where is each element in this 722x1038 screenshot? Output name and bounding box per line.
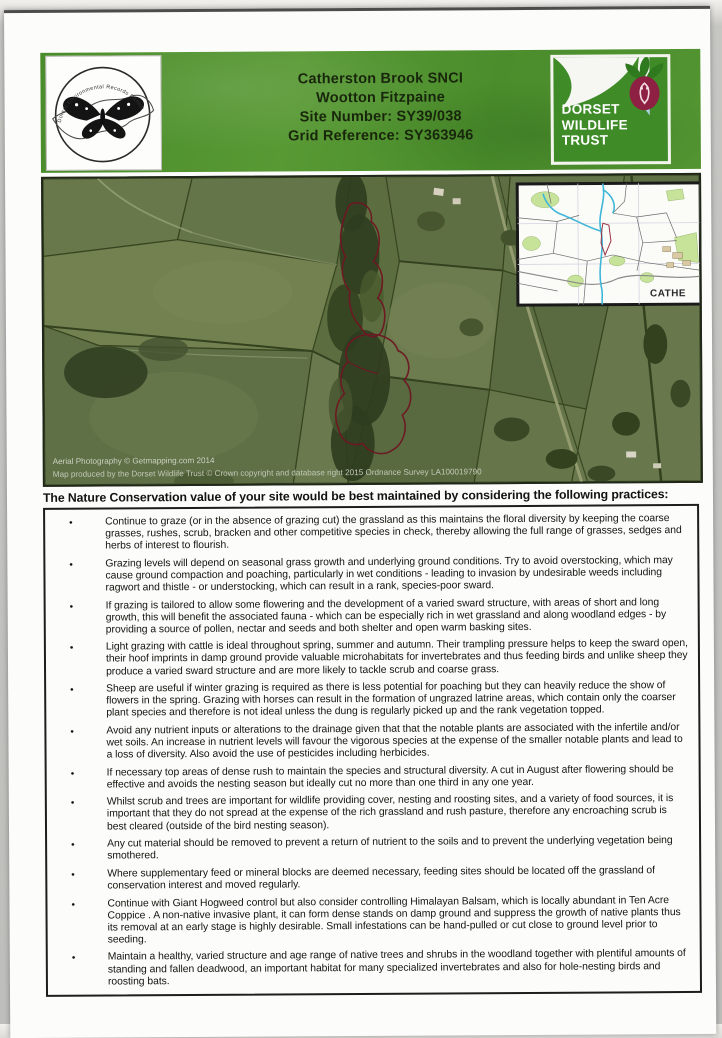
practice-text: Grazing levels will depend on seasonal grass growth and underlying ground conditions. Try to avoid overstocking, which may cause ground compaction and poaching, particularly in wet conditions - leading to invasion by undesirable weeds including ragwort and thistle - or understocking, which can result in a rank, species-poor sward.	[105, 554, 673, 594]
practice-text: If grazing is tailored to allow some flowering and the development of a varied sward structure, with areas of short and long growth, this will benefit the associated fauna - which can be especially rich in wet grassland and along woodland edges - by providing a source of pollen, nectar and seeds and both shelter and open warm basking sites.	[105, 596, 667, 636]
page-content	[40, 49, 708, 997]
site-header	[40, 49, 701, 173]
practice-item	[46, 596, 698, 636]
aerial-photo-credit: Aerial Photography © Getmapping.com 2014	[52, 456, 215, 467]
practice-text: Light grazing with cattle is ideal throughout spring, summer and autumn. Their trampling pressure helps to keep the sward open, their hoof imprints in damp ground provide valuable microhabitats for invertebrates and thus feeding birds and unlike sheep they produce a varied sward structure and are more likely to tackle scrub and coarse grass.	[105, 638, 688, 678]
practice-item	[48, 948, 700, 988]
practices-heading: The Nature Conservation value of your site would be best maintained by considering the following practices:	[42, 487, 669, 505]
derc-logo-text: Dorset Environmental Records Centre	[56, 84, 146, 124]
practice-text: Any cut material should be removed to prevent a return of nutrient to the soils and to prevent the underlying vegetation being smothered.	[107, 835, 673, 862]
dwt-word-wildlife: WILDLIFE	[561, 116, 628, 133]
bullet-icon: •	[70, 768, 75, 780]
inset-place-label: CATHE	[650, 288, 687, 300]
bullet-icon: •	[71, 899, 76, 911]
practice-text: Avoid any nutrient inputs or alterations to the drainage given that that the notable plants are associated with the infertile and/or wet soils. An increase in nutrient levels will favour the vigorous species at the expense of the smaller notable plants and lead to a loss of diversity. Also avoid the use of pesticides including herbicides.	[106, 721, 683, 761]
practice-item	[46, 722, 698, 762]
aerial-photo	[41, 173, 703, 487]
bullet-icon: •	[70, 798, 75, 810]
bullet-icon: •	[69, 559, 73, 571]
bullet-icon: •	[71, 953, 76, 965]
practice-item	[47, 764, 699, 792]
dwt-word-dorset: DORSET	[561, 101, 620, 117]
bullet-icon: •	[71, 869, 75, 881]
map-copyright-credit: Map produced by the Dorset Wildlife Trust © Crown copyright and database right 2015 Ordnance Survey LA100019790	[52, 467, 482, 479]
practice-item	[45, 513, 697, 553]
bullet-icon: •	[71, 839, 75, 851]
site-title-block	[210, 69, 550, 147]
practice-text: Sheep are useful if winter grazing is required as there is less potential for poaching but they can heavily reduce the show of flowers in the spring. Grazing with horses can result in the formation of ungrazed latrine areas, which contain only the coarser plant species and therefore is not ideal unless the dung is regularly picked up and the rank vegetation topped.	[106, 680, 676, 719]
practice-item	[47, 835, 699, 863]
practice-text: Whilst scrub and trees are important for wildlife providing cover, nesting and roosting sites, and a variety of food sources, it is important that they do not spread at the expense of the rich grassland and rush pasture, therefore any encroaching scrub is best cleared (outside of the bird nesting season).	[106, 793, 674, 833]
practice-item	[45, 555, 697, 595]
practice-text: Where supplementary feed or mineral blocks are deemed necessary, feeding sites should be located off the grassland of conservation interest and moved regularly.	[107, 865, 655, 892]
practice-item	[46, 638, 698, 678]
bullet-icon: •	[69, 517, 73, 529]
dwt-logo-text	[562, 101, 628, 148]
bullet-icon: •	[69, 601, 74, 613]
document-page	[4, 6, 716, 1038]
site-parish: Wootton Fitzpaine	[316, 89, 445, 107]
bullet-icon: •	[70, 684, 74, 696]
dwt-word-trust: TRUST	[561, 132, 609, 148]
inset-location-map	[517, 183, 701, 305]
derc-logo	[45, 55, 162, 171]
bullet-icon: •	[70, 726, 74, 738]
practices-list	[43, 504, 702, 997]
site-name: Catherston Brook SNCI	[297, 70, 464, 88]
site-number: Site Number: SY39/038	[299, 108, 462, 126]
orchid-icon	[625, 57, 663, 110]
derc-butterfly-icon	[46, 56, 159, 168]
practice-text: Continue to graze (or in the absence of grazing cut) the grassland as this maintains the floral diversity by keeping the coarse grasses, rushes, scrub, bracken and other competitive species in check, thereby allowing the full range of grasses, sedges and herbs of interest to flourish.	[105, 513, 682, 552]
practice-item	[46, 680, 698, 720]
practice-text: If necessary top areas of dense rush to maintain the species and structural diversity. A cut in August after flowering should be effective and avoids the nesting season but ideally cut no more than one third in any one year.	[106, 763, 674, 791]
dwt-logo	[550, 54, 671, 165]
practice-item	[47, 865, 699, 893]
practice-text: Maintain a healthy, varied structure and age range of native trees and shrubs in the woodland together with plentiful amounts of standing and fallen deadwood, an important habitat for many specialized invertebrates and also for hole-nesting birds and roosting bats.	[107, 948, 686, 988]
practice-item	[47, 793, 699, 833]
practice-text: Continue with Giant Hogweed control but also consider controlling Himalayan Balsam, which is locally abundant in Ten Acre Coppice . A non-native invasive plant, it can form dense stands on damp ground and suppress the growth of native plants thus its removal at an early stage is highly desirable. Small infestations can be hand-pulled or cut close to ground level prior to seeding.	[107, 894, 681, 946]
bullet-icon: •	[69, 643, 74, 655]
practice-item	[47, 894, 699, 946]
butterfly-glyph	[63, 96, 144, 138]
grid-reference: Grid Reference: SY363946	[288, 127, 474, 145]
